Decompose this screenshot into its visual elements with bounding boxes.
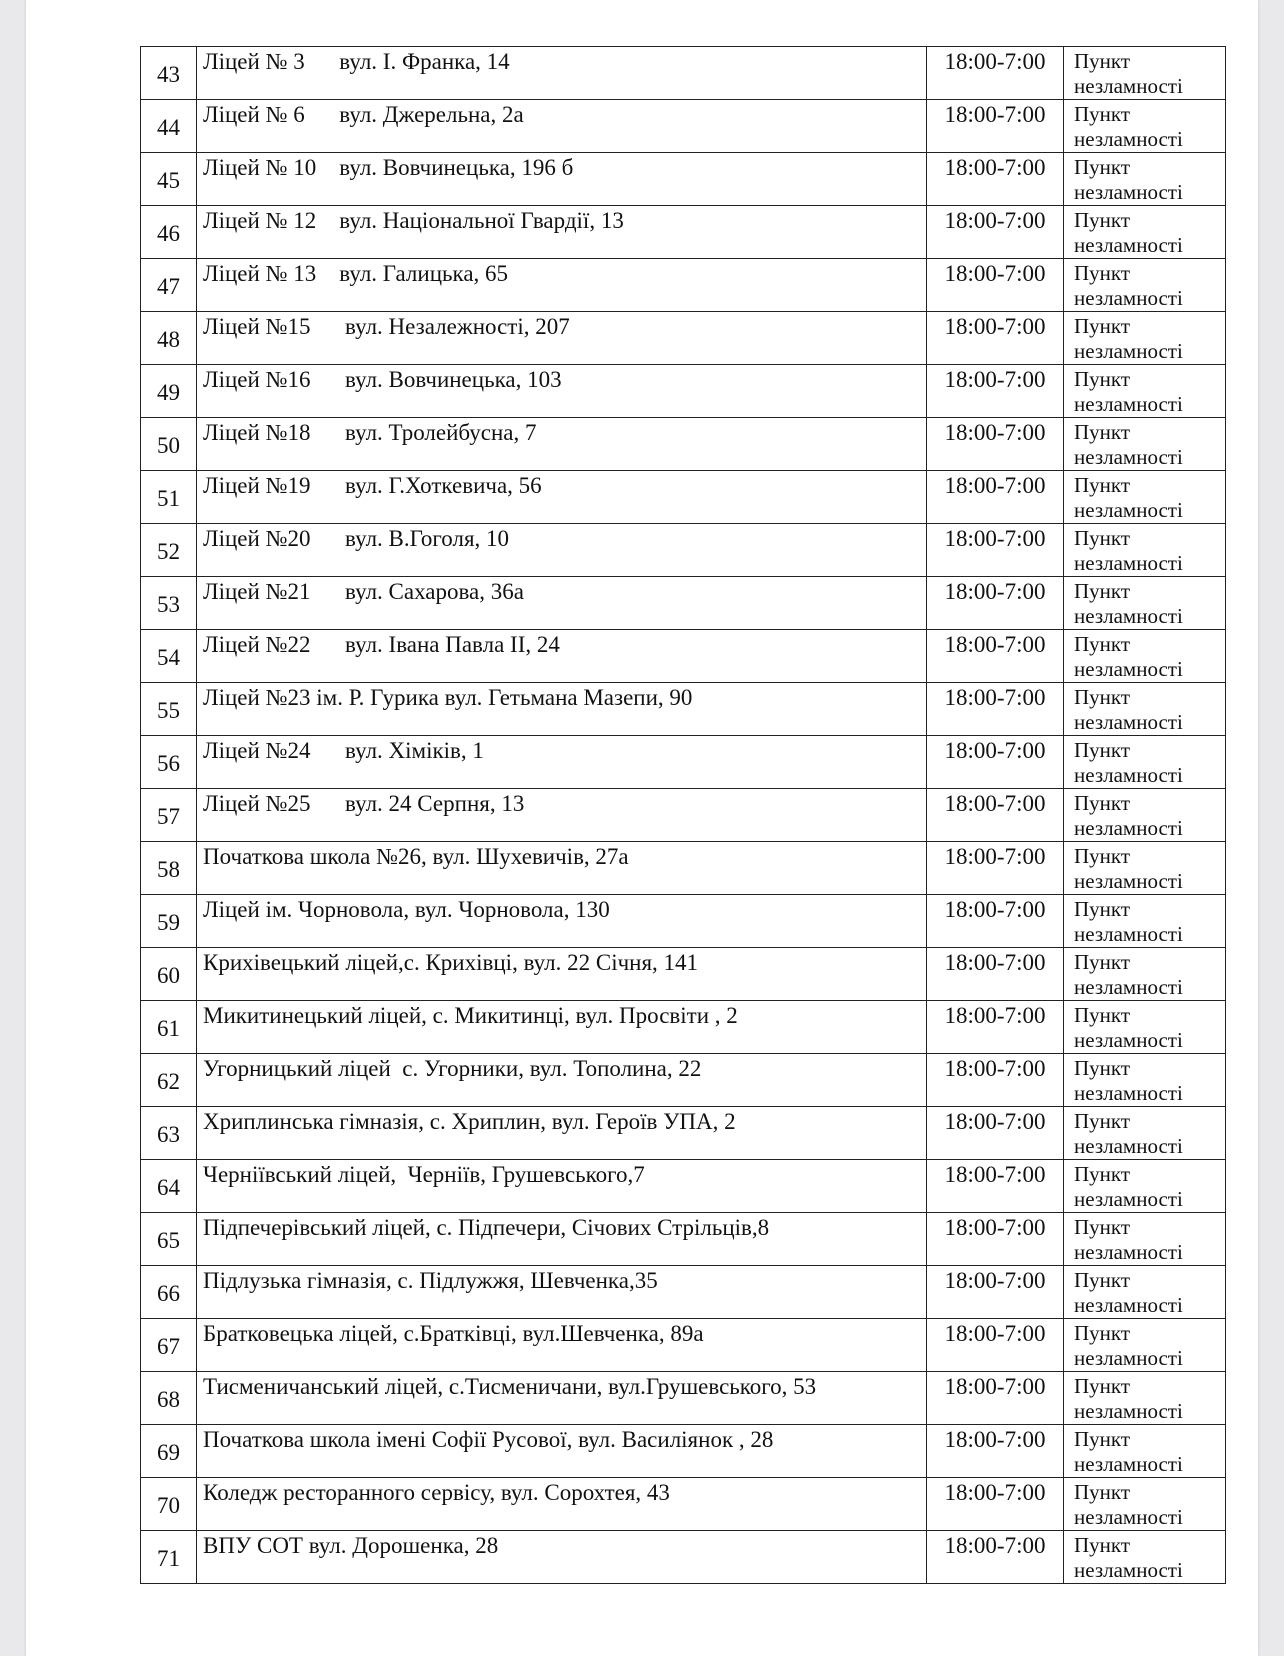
institution-address-cell: ВПУ СОТ вул. Дорошенка, 28	[197, 1531, 927, 1584]
point-type-line1: Пункт	[1074, 155, 1131, 179]
hours-cell: 18:00-7:00	[927, 1107, 1064, 1160]
row-number: 62	[157, 1069, 180, 1094]
point-type-cell	[1064, 524, 1226, 577]
table-row	[141, 524, 1226, 577]
row-number-cell	[141, 948, 197, 1001]
hours-cell: 18:00-7:00	[927, 1001, 1064, 1054]
point-type-line2: незламності	[1074, 1293, 1183, 1317]
point-type-line2: незламності	[1074, 339, 1183, 363]
point-type-line2: незламності	[1074, 74, 1183, 98]
point-type-line1: Пункт	[1074, 314, 1131, 338]
point-type-cell	[1064, 1425, 1226, 1478]
table-row	[141, 630, 1226, 683]
table-row	[141, 948, 1226, 1001]
table-row	[141, 1213, 1226, 1266]
row-number-cell	[141, 312, 197, 365]
row-number-cell	[141, 842, 197, 895]
institution-address-cell: Братковецька ліцей, с.Братківці, вул.Шевченка, 89а	[197, 1319, 927, 1372]
hours-cell: 18:00-7:00	[927, 206, 1064, 259]
row-number: 71	[157, 1546, 180, 1571]
points-table-body	[141, 47, 1226, 1584]
row-number: 65	[157, 1228, 180, 1253]
row-number-cell	[141, 1372, 197, 1425]
row-number-cell	[141, 524, 197, 577]
point-type-line1: Пункт	[1074, 1321, 1131, 1345]
institution-address-cell: Ліцей №22 вул. Івана Павла ІІ, 24	[197, 630, 927, 683]
point-type-line2: незламності	[1074, 1346, 1183, 1370]
table-row	[141, 1001, 1226, 1054]
row-number: 47	[157, 274, 180, 299]
row-number: 64	[157, 1175, 180, 1200]
institution-address-cell: Ліцей № 12 вул. Національної Гвардії, 13	[197, 206, 927, 259]
institution-address-cell: Крихівецький ліцей,с. Крихівці, вул. 22 Січня, 141	[197, 948, 927, 1001]
point-type-line2: незламності	[1074, 1081, 1183, 1105]
point-type-line1: Пункт	[1074, 420, 1131, 444]
hours-cell: 18:00-7:00	[927, 1266, 1064, 1319]
table-row	[141, 1425, 1226, 1478]
table-row	[141, 153, 1226, 206]
hours-cell: 18:00-7:00	[927, 1319, 1064, 1372]
point-type-line1: Пункт	[1074, 950, 1131, 974]
row-number-cell	[141, 365, 197, 418]
hours-cell: 18:00-7:00	[927, 100, 1064, 153]
point-type-line2: незламності	[1074, 816, 1183, 840]
table-row	[141, 100, 1226, 153]
institution-address-cell: Ліцей №18 вул. Тролейбусна, 7	[197, 418, 927, 471]
point-type-cell	[1064, 365, 1226, 418]
point-type-line2: незламності	[1074, 763, 1183, 787]
point-type-line1: Пункт	[1074, 49, 1131, 73]
point-type-line2: незламності	[1074, 604, 1183, 628]
hours-cell: 18:00-7:00	[927, 895, 1064, 948]
row-number: 48	[157, 327, 180, 352]
hours-cell: 18:00-7:00	[927, 736, 1064, 789]
point-type-line1: Пункт	[1074, 1003, 1131, 1027]
row-number-cell	[141, 1266, 197, 1319]
row-number: 63	[157, 1122, 180, 1147]
row-number-cell	[141, 789, 197, 842]
table-row	[141, 206, 1226, 259]
institution-address-cell: Початкова школа №26, вул. Шухевичів, 27а	[197, 842, 927, 895]
point-type-cell	[1064, 418, 1226, 471]
hours-cell: 18:00-7:00	[927, 577, 1064, 630]
hours-cell: 18:00-7:00	[927, 789, 1064, 842]
institution-address-cell: Підпечерівський ліцей, с. Підпечери, Січових Стрільців,8	[197, 1213, 927, 1266]
row-number-cell	[141, 1213, 197, 1266]
point-type-cell	[1064, 206, 1226, 259]
document-page	[26, 0, 1258, 1656]
row-number: 49	[157, 380, 180, 405]
point-type-cell	[1064, 577, 1226, 630]
point-type-line2: незламності	[1074, 1452, 1183, 1476]
point-type-line1: Пункт	[1074, 1533, 1131, 1557]
table-row	[141, 1319, 1226, 1372]
point-type-line2: незламності	[1074, 286, 1183, 310]
point-type-line1: Пункт	[1074, 1162, 1131, 1186]
point-type-line1: Пункт	[1074, 367, 1131, 391]
point-type-line2: незламності	[1074, 1505, 1183, 1529]
hours-cell: 18:00-7:00	[927, 259, 1064, 312]
point-type-line1: Пункт	[1074, 1056, 1131, 1080]
point-type-line1: Пункт	[1074, 738, 1131, 762]
institution-address-cell: Ліцей № 10 вул. Вовчинецька, 196 б	[197, 153, 927, 206]
point-type-cell	[1064, 1054, 1226, 1107]
row-number: 67	[157, 1334, 180, 1359]
table-row	[141, 1266, 1226, 1319]
table-row	[141, 1478, 1226, 1531]
point-type-cell	[1064, 948, 1226, 1001]
point-type-line2: незламності	[1074, 1134, 1183, 1158]
point-type-cell	[1064, 312, 1226, 365]
hours-cell: 18:00-7:00	[927, 47, 1064, 100]
point-type-cell	[1064, 1319, 1226, 1372]
row-number-cell	[141, 736, 197, 789]
point-type-line1: Пункт	[1074, 526, 1131, 550]
point-type-line1: Пункт	[1074, 102, 1131, 126]
row-number-cell	[141, 153, 197, 206]
institution-address-cell: Коледж ресторанного сервісу, вул. Сорохтея, 43	[197, 1478, 927, 1531]
point-type-cell	[1064, 1266, 1226, 1319]
row-number: 53	[157, 592, 180, 617]
hours-cell: 18:00-7:00	[927, 365, 1064, 418]
table-row	[141, 842, 1226, 895]
row-number: 61	[157, 1016, 180, 1041]
table-row	[141, 1054, 1226, 1107]
point-type-cell	[1064, 1160, 1226, 1213]
hours-cell: 18:00-7:00	[927, 418, 1064, 471]
point-type-line1: Пункт	[1074, 791, 1131, 815]
point-type-cell	[1064, 1107, 1226, 1160]
row-number-cell	[141, 1319, 197, 1372]
point-type-line2: незламності	[1074, 1399, 1183, 1423]
row-number-cell	[141, 1531, 197, 1584]
row-number-cell	[141, 1107, 197, 1160]
point-type-line2: незламності	[1074, 922, 1183, 946]
hours-cell: 18:00-7:00	[927, 683, 1064, 736]
hours-cell: 18:00-7:00	[927, 1160, 1064, 1213]
institution-address-cell: Ліцей №21 вул. Сахарова, 36а	[197, 577, 927, 630]
row-number-cell	[141, 47, 197, 100]
points-table	[140, 46, 1226, 1584]
point-type-line2: незламності	[1074, 710, 1183, 734]
point-type-cell	[1064, 895, 1226, 948]
table-row	[141, 1107, 1226, 1160]
institution-address-cell: Ліцей №16 вул. Вовчинецька, 103	[197, 365, 927, 418]
table-row	[141, 365, 1226, 418]
institution-address-cell: Угорницький ліцей с. Угорники, вул. Тополина, 22	[197, 1054, 927, 1107]
row-number: 68	[157, 1387, 180, 1412]
institution-address-cell: Микитинецький ліцей, с. Микитинці, вул. Просвіти , 2	[197, 1001, 927, 1054]
point-type-line1: Пункт	[1074, 579, 1131, 603]
hours-cell: 18:00-7:00	[927, 1478, 1064, 1531]
point-type-cell	[1064, 471, 1226, 524]
table-row	[141, 789, 1226, 842]
point-type-line2: незламності	[1074, 657, 1183, 681]
row-number-cell	[141, 895, 197, 948]
row-number-cell	[141, 471, 197, 524]
point-type-line1: Пункт	[1074, 1215, 1131, 1239]
point-type-line1: Пункт	[1074, 897, 1131, 921]
point-type-line2: незламності	[1074, 180, 1183, 204]
row-number: 45	[157, 168, 180, 193]
point-type-cell	[1064, 1372, 1226, 1425]
point-type-cell	[1064, 683, 1226, 736]
point-type-cell	[1064, 47, 1226, 100]
point-type-line1: Пункт	[1074, 1268, 1131, 1292]
hours-cell: 18:00-7:00	[927, 842, 1064, 895]
point-type-line2: незламності	[1074, 392, 1183, 416]
row-number: 66	[157, 1281, 180, 1306]
institution-address-cell: Початкова школа імені Софії Русової, вул. Василіянок , 28	[197, 1425, 927, 1478]
table-row	[141, 312, 1226, 365]
row-number: 58	[157, 857, 180, 882]
point-type-line1: Пункт	[1074, 208, 1131, 232]
hours-cell: 18:00-7:00	[927, 1531, 1064, 1584]
table-row	[141, 1531, 1226, 1584]
table-row	[141, 47, 1226, 100]
table-row	[141, 418, 1226, 471]
point-type-line1: Пункт	[1074, 473, 1131, 497]
hours-cell: 18:00-7:00	[927, 524, 1064, 577]
row-number: 69	[157, 1440, 180, 1465]
point-type-line1: Пункт	[1074, 1109, 1131, 1133]
point-type-line1: Пункт	[1074, 1427, 1131, 1451]
row-number-cell	[141, 259, 197, 312]
row-number-cell	[141, 418, 197, 471]
table-row	[141, 577, 1226, 630]
hours-cell: 18:00-7:00	[927, 948, 1064, 1001]
point-type-cell	[1064, 842, 1226, 895]
hours-cell: 18:00-7:00	[927, 1054, 1064, 1107]
row-number: 55	[157, 698, 180, 723]
row-number-cell	[141, 1001, 197, 1054]
table-row	[141, 259, 1226, 312]
point-type-line1: Пункт	[1074, 1374, 1131, 1398]
institution-address-cell: Ліцей №23 ім. Р. Гурика вул. Гетьмана Мазепи, 90	[197, 683, 927, 736]
point-type-line1: Пункт	[1074, 261, 1131, 285]
table-row	[141, 1160, 1226, 1213]
point-type-line2: незламності	[1074, 498, 1183, 522]
row-number-cell	[141, 206, 197, 259]
point-type-cell	[1064, 259, 1226, 312]
point-type-line2: незламності	[1074, 869, 1183, 893]
institution-address-cell: Ліцей №15 вул. Незалежності, 207	[197, 312, 927, 365]
point-type-cell	[1064, 1478, 1226, 1531]
point-type-cell	[1064, 1213, 1226, 1266]
point-type-line2: незламності	[1074, 445, 1183, 469]
row-number: 52	[157, 539, 180, 564]
point-type-cell	[1064, 1531, 1226, 1584]
institution-address-cell: Черніївський ліцей, Черніїв, Грушевського,7	[197, 1160, 927, 1213]
point-type-cell	[1064, 1001, 1226, 1054]
hours-cell: 18:00-7:00	[927, 471, 1064, 524]
point-type-line2: незламності	[1074, 975, 1183, 999]
institution-address-cell: Ліцей № 13 вул. Галицька, 65	[197, 259, 927, 312]
institution-address-cell: Ліцей ім. Чорновола, вул. Чорновола, 130	[197, 895, 927, 948]
row-number: 46	[157, 221, 180, 246]
row-number: 70	[157, 1493, 180, 1518]
point-type-cell	[1064, 789, 1226, 842]
row-number: 43	[157, 62, 180, 87]
row-number-cell	[141, 1054, 197, 1107]
point-type-line2: незламності	[1074, 1028, 1183, 1052]
hours-cell: 18:00-7:00	[927, 630, 1064, 683]
institution-address-cell: Ліцей №19 вул. Г.Хоткевича, 56	[197, 471, 927, 524]
hours-cell: 18:00-7:00	[927, 312, 1064, 365]
row-number: 54	[157, 645, 180, 670]
row-number-cell	[141, 577, 197, 630]
hours-cell: 18:00-7:00	[927, 1213, 1064, 1266]
table-row	[141, 895, 1226, 948]
hours-cell: 18:00-7:00	[927, 1425, 1064, 1478]
row-number-cell	[141, 1478, 197, 1531]
row-number: 60	[157, 963, 180, 988]
row-number-cell	[141, 1425, 197, 1478]
row-number: 51	[157, 486, 180, 511]
row-number: 44	[157, 115, 180, 140]
point-type-line2: незламності	[1074, 1187, 1183, 1211]
institution-address-cell: Підлузька гімназія, с. Підлужжя, Шевченка,35	[197, 1266, 927, 1319]
institution-address-cell: Хриплинська гімназія, с. Хриплин, вул. Героїв УПА, 2	[197, 1107, 927, 1160]
point-type-line2: незламності	[1074, 551, 1183, 575]
row-number: 57	[157, 804, 180, 829]
hours-cell: 18:00-7:00	[927, 1372, 1064, 1425]
point-type-line2: незламності	[1074, 1240, 1183, 1264]
point-type-cell	[1064, 100, 1226, 153]
institution-address-cell: Ліцей № 6 вул. Джерельна, 2а	[197, 100, 927, 153]
row-number: 56	[157, 751, 180, 776]
point-type-line1: Пункт	[1074, 685, 1131, 709]
row-number: 59	[157, 910, 180, 935]
row-number-cell	[141, 100, 197, 153]
point-type-line1: Пункт	[1074, 844, 1131, 868]
table-row	[141, 683, 1226, 736]
point-type-line2: незламності	[1074, 233, 1183, 257]
table-row	[141, 736, 1226, 789]
row-number-cell	[141, 1160, 197, 1213]
table-row	[141, 1372, 1226, 1425]
point-type-cell	[1064, 736, 1226, 789]
row-number: 50	[157, 433, 180, 458]
institution-address-cell: Ліцей №20 вул. В.Гоголя, 10	[197, 524, 927, 577]
institution-address-cell: Тисменичанський ліцей, с.Тисменичани, вул.Грушевського, 53	[197, 1372, 927, 1425]
institution-address-cell: Ліцей № 3 вул. І. Франка, 14	[197, 47, 927, 100]
row-number-cell	[141, 630, 197, 683]
point-type-line1: Пункт	[1074, 1480, 1131, 1504]
point-type-line1: Пункт	[1074, 632, 1131, 656]
institution-address-cell: Ліцей №24 вул. Хіміків, 1	[197, 736, 927, 789]
table-row	[141, 471, 1226, 524]
hours-cell: 18:00-7:00	[927, 153, 1064, 206]
row-number-cell	[141, 683, 197, 736]
point-type-cell	[1064, 153, 1226, 206]
institution-address-cell: Ліцей №25 вул. 24 Серпня, 13	[197, 789, 927, 842]
point-type-line2: незламності	[1074, 1558, 1183, 1582]
point-type-line2: незламності	[1074, 127, 1183, 151]
point-type-cell	[1064, 630, 1226, 683]
